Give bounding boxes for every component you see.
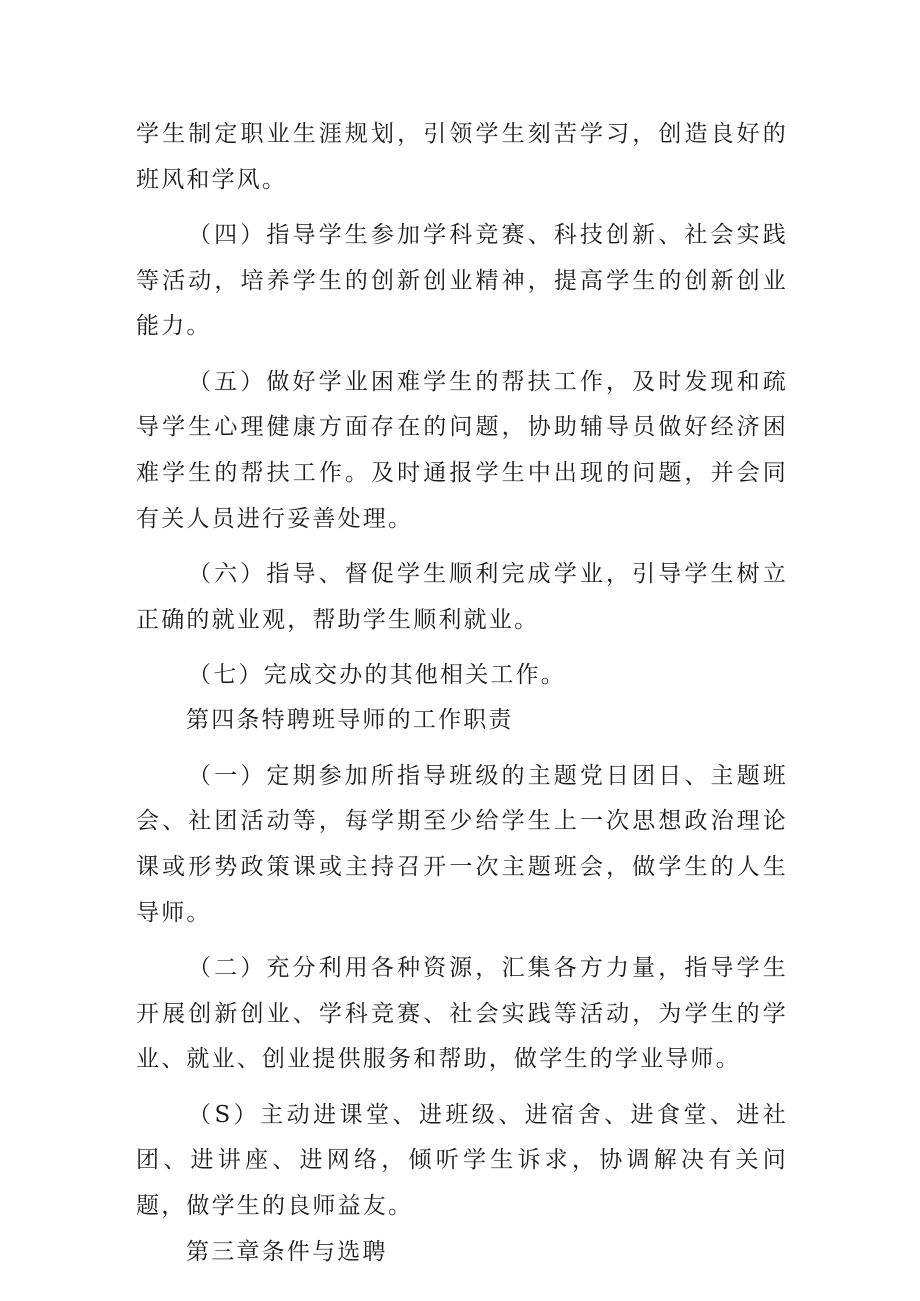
paragraph-item-6: （六）指导、督促学生顺利完成学业，引导学生树立正确的就业观，帮助学生顺利就业。 bbox=[136, 560, 788, 633]
paragraph-continued: 学生制定职业生涯规划，引领学生刻苦学习，创造良好的班风和学风。 bbox=[136, 121, 788, 193]
paragraph-article-4-item-1: （一）定期参加所指导班级的主题党日团日、主题班会、社团活动等，每学期至少给学生上一次思想政治理论课或形势政策课或主持召开一次主题班会，做学生的人生导师。 bbox=[136, 762, 788, 926]
paragraph-item-7: （七）完成交办的其他相关工作。 bbox=[188, 661, 566, 688]
paragraph-article-4-item-3: （S）主动进课堂、进班级、进宿舍、进食堂、进社团、进讲座、进网络，倾听学生诉求，协调解决有关问题，做学生的良师益友。 bbox=[136, 1101, 788, 1219]
chapter-3-heading: 第三章条件与选聘 bbox=[186, 1238, 388, 1265]
paragraph-item-5: （五）做好学业困难学生的帮扶工作，及时发现和疏导学生心理健康方面存在的问题，协助辅导员做好经济困难学生的帮扶工作。及时通报学生中出现的问题，并会同有关人员进行妥善处理。 bbox=[136, 368, 788, 532]
paragraph-item-4: （四）指导学生参加学科竞赛、科技创新、社会实践等活动，培养学生的创新创业精神，提高学生的创新创业能力。 bbox=[136, 221, 788, 340]
document-body bbox=[136, 112, 788, 1275]
paragraph-article-4-item-2: （二）充分利用各种资源，汇集各方力量，指导学生开展创新创业、学科竞赛、社会实践等活动，为学生的学业、就业、创业提供服务和帮助，做学生的学业导师。 bbox=[136, 954, 788, 1073]
article-4-heading: 第四条特聘班导师的工作职责 bbox=[186, 707, 514, 734]
